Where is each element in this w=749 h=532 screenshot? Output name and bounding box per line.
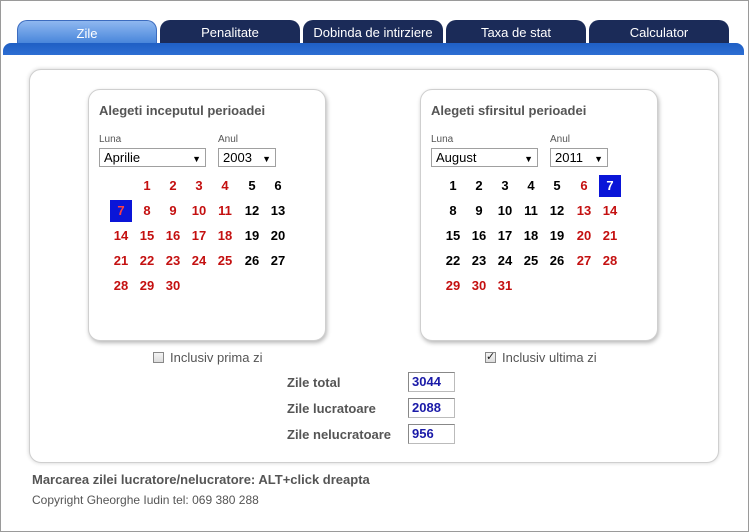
copyright-text: Copyright Gheorghe Iudin tel: 069 380 288 (32, 493, 259, 507)
end-month-value: August (436, 150, 477, 165)
end-calendar-day[interactable]: 6 (580, 178, 588, 193)
end-calendar-day[interactable]: 19 (549, 228, 565, 243)
start-calendar-day[interactable]: 29 (139, 278, 155, 293)
end-calendar-day[interactable]: 3 (501, 178, 509, 193)
start-calendar-day[interactable]: 23 (165, 253, 181, 268)
start-calendar-day[interactable]: 16 (165, 228, 181, 243)
end-calendar-day[interactable]: 1 (449, 178, 457, 193)
end-calendar-day[interactable]: 5 (553, 178, 561, 193)
chevron-down-icon: ▼ (192, 154, 201, 164)
tab-underline-bar (3, 43, 744, 55)
start-calendar-day[interactable]: 10 (191, 203, 207, 218)
start-calendar-day[interactable]: 28 (113, 278, 129, 293)
end-month-select[interactable] (431, 148, 538, 167)
start-year-label: Anul (218, 134, 239, 145)
zile-lucratoare-value: 2088 (408, 398, 455, 418)
zile-nelucratoare-label: Zile nelucratoare (287, 427, 392, 442)
chevron-down-icon: ▼ (524, 154, 533, 164)
start-calendar-day[interactable]: 27 (270, 253, 286, 268)
end-calendar-day[interactable]: 27 (576, 253, 592, 268)
end-calendar-day[interactable]: 7 (599, 175, 621, 197)
start-calendar-day[interactable]: 18 (217, 228, 233, 243)
start-year-value: 2003 (223, 150, 252, 165)
chevron-down-icon: ▼ (594, 154, 603, 164)
start-calendar-day[interactable]: 15 (139, 228, 155, 243)
start-calendar-day[interactable]: 8 (143, 203, 151, 218)
start-calendar-day[interactable]: 12 (244, 203, 260, 218)
start-calendar-day[interactable]: 20 (270, 228, 286, 243)
end-calendar-day[interactable]: 22 (445, 253, 461, 268)
zile-total-value: 3044 (408, 372, 455, 392)
chevron-down-icon: ▼ (262, 154, 271, 164)
end-calendar-day[interactable]: 20 (576, 228, 592, 243)
end-calendar-day[interactable]: 10 (497, 203, 513, 218)
end-calendar-day[interactable]: 9 (475, 203, 483, 218)
start-calendar-day[interactable]: 3 (195, 178, 203, 193)
start-calendar-day[interactable]: 7 (110, 200, 132, 222)
start-calendar-day[interactable]: 21 (113, 253, 129, 268)
start-period-box (88, 89, 326, 341)
marking-hint: Marcarea zilei lucratore/nelucratore: ALT+click dreapta (32, 472, 370, 487)
end-calendar-day[interactable]: 29 (445, 278, 461, 293)
end-calendar-day[interactable]: 23 (471, 253, 487, 268)
start-calendar-day[interactable]: 4 (221, 178, 229, 193)
zile-total-label: Zile total (287, 375, 341, 390)
tab-calculator[interactable]: Calculator (589, 20, 729, 44)
end-calendar-day[interactable]: 26 (549, 253, 565, 268)
start-calendar-day[interactable]: 25 (217, 253, 233, 268)
end-calendar-day[interactable]: 4 (527, 178, 535, 193)
start-calendar-day[interactable]: 11 (218, 203, 232, 218)
start-month-select[interactable] (99, 148, 206, 167)
zile-nelucratoare-value: 956 (408, 424, 455, 444)
tab-bar (17, 20, 729, 45)
end-year-select[interactable] (550, 148, 608, 167)
end-calendar-day[interactable]: 14 (602, 203, 618, 218)
end-period-title: Alegeti sfirsitul perioadei (431, 103, 587, 118)
end-calendar-day[interactable]: 12 (549, 203, 565, 218)
tab-zile[interactable]: Zile (17, 20, 157, 46)
end-calendar-day[interactable]: 25 (523, 253, 539, 268)
end-year-label: Anul (550, 134, 571, 145)
start-calendar-day[interactable]: 5 (248, 178, 256, 193)
end-calendar-day[interactable]: 28 (602, 253, 618, 268)
start-calendar-day[interactable]: 2 (169, 178, 177, 193)
end-calendar-day[interactable]: 24 (497, 253, 513, 268)
end-calendar-day[interactable]: 18 (523, 228, 539, 243)
end-calendar-day[interactable]: 2 (475, 178, 483, 193)
inclusiv-ultima-zi-label: Inclusiv ultima zi (502, 350, 597, 365)
end-period-box (420, 89, 658, 341)
zile-lucratoare-label: Zile lucratoare (287, 401, 376, 416)
start-calendar-day[interactable]: 24 (191, 253, 207, 268)
start-calendar-day[interactable]: 9 (169, 203, 177, 218)
start-calendar-day[interactable]: 30 (165, 278, 181, 293)
start-period-title: Alegeti inceputul perioadei (99, 103, 266, 118)
start-calendar-day[interactable]: 19 (244, 228, 260, 243)
start-month-label: Luna (99, 134, 122, 145)
end-calendar-day[interactable]: 16 (471, 228, 487, 243)
end-calendar-day[interactable]: 17 (497, 228, 513, 243)
inclusiv-ultima-zi-row[interactable] (485, 350, 597, 365)
end-calendar-day[interactable]: 11 (524, 203, 538, 218)
start-calendar-day[interactable]: 14 (113, 228, 129, 243)
end-calendar-day[interactable]: 21 (602, 228, 618, 243)
end-calendar-day[interactable]: 8 (449, 203, 457, 218)
start-month-value: Aprilie (104, 150, 141, 165)
end-year-value: 2011 (555, 150, 583, 165)
tab-penalitate[interactable]: Penalitate (160, 20, 300, 44)
tab-taxa-de-stat[interactable]: Taxa de stat (446, 20, 586, 44)
end-calendar-day[interactable]: 30 (471, 278, 487, 293)
start-year-select[interactable] (218, 148, 276, 167)
start-calendar-day[interactable]: 26 (244, 253, 260, 268)
inclusiv-prima-zi-row[interactable] (153, 350, 262, 365)
start-calendar-day[interactable]: 1 (143, 178, 151, 193)
end-calendar-day[interactable]: 15 (445, 228, 461, 243)
tab-dobinda-de-intirziere[interactable]: Dobinda de intirziere (303, 20, 443, 44)
end-calendar-day[interactable]: 31 (497, 278, 513, 293)
inclusiv-ultima-zi-checkbox[interactable] (485, 352, 496, 363)
start-calendar-day[interactable]: 13 (270, 203, 286, 218)
start-calendar-day[interactable]: 6 (274, 178, 282, 193)
inclusiv-prima-zi-checkbox[interactable] (153, 352, 164, 363)
inclusiv-prima-zi-label: Inclusiv prima zi (170, 350, 263, 365)
end-month-label: Luna (431, 134, 454, 145)
start-calendar-day[interactable]: 17 (191, 228, 207, 243)
end-calendar-day[interactable]: 13 (576, 203, 592, 218)
start-calendar-day[interactable]: 22 (139, 253, 155, 268)
